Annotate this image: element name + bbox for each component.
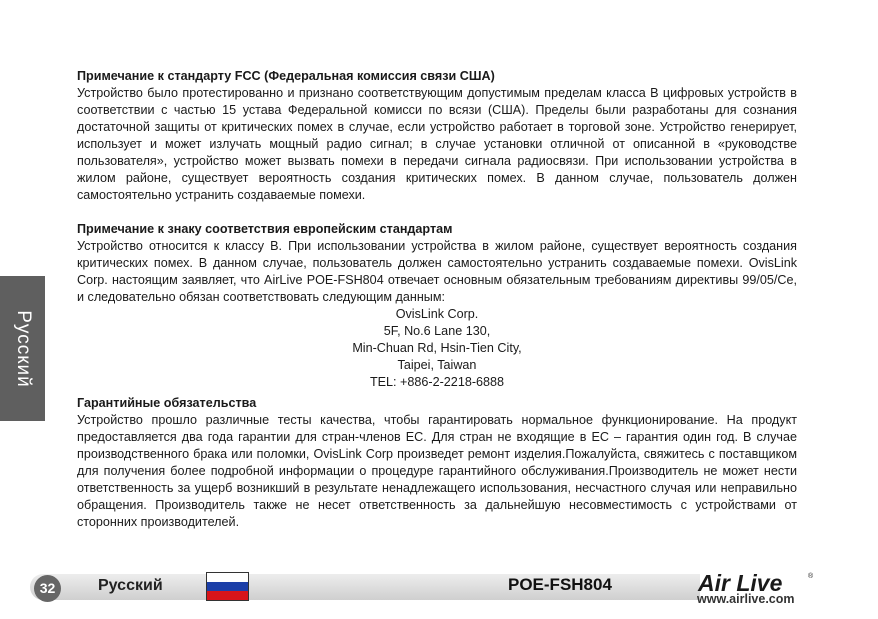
document-content: [77, 68, 797, 531]
company-address: [77, 306, 797, 391]
russia-flag-icon: [206, 572, 249, 601]
eu-paragraph: Устройство относится к классу B. При использовании устройства в жилом районе, существует вероятность создания критических помех. В данном случае, пользователь должен самостоятельно устранить создаваемые помехи. OvisLink Corp. настоящим заявляет, что AirLive POE-FSH804 отвечает основным обязательным требованиям директивы 99/05/Ce, и следовательно обязан соответствовать следующим данным:: [77, 239, 797, 304]
logo-text: Air Live: [698, 570, 783, 596]
side-tab-label: Русский: [12, 309, 34, 388]
address-line-road: Min-Chuan Rd, Hsin-Tien City,: [352, 341, 522, 355]
page-footer: [0, 570, 878, 619]
eu-heading: Примечание к знаку соответствия европейским стандартам: [77, 222, 453, 236]
model-name: POE-FSH804: [508, 575, 612, 594]
footer-language-label: Русский: [98, 577, 163, 594]
logo-registered-mark: ®: [808, 573, 814, 580]
warranty-heading: Гарантийные обязательства: [77, 396, 257, 410]
fcc-heading: Примечание к стандарту FCC (Федеральная комиссия связи США): [77, 69, 495, 83]
address-line-street: 5F, No.6 Lane 130,: [383, 324, 491, 338]
address-line-phone: TEL: +886-2-2218-6888: [369, 375, 505, 389]
warranty-paragraph: Устройство прошло различные тесты качества, чтобы гарантировать нормальное функционирование. На продукт предоставляется два года гарантии для стран-членов ЕС. Для стран не входящие в ЕС – гарантия один год. В случае производственного брака или поломки, OvisLink Corp произведет ремонт изделия.Пожалуйста, свяжитесь с поставщиком для получения более подробной информации о процедуре гарантийного обслуживания.Производитель не может нести ответственность за ущерб возникший в результате ненадлежащего использования, несчастного случая или неправильно обращения. Производитель также не несет ответственность за дальнейшую несовместимость с устройствами от сторонних производителей.: [77, 413, 797, 529]
language-side-tab: [0, 276, 45, 421]
spacer: [77, 204, 797, 221]
website-url: www.airlive.com: [697, 592, 795, 606]
page-number-badge: 32: [34, 575, 61, 602]
address-line-company: OvisLink Corp.: [395, 307, 479, 321]
fcc-paragraph: Устройство было протестированно и признано соответствующим допустимым пределам класса B цифровых устройств в соответствии с частью 15 устава Федеральной комисси по всязи (США). Пределы были разработаны для сознания достаточной защиты от критических помех в случае, если устройство работает в торговой зоне. Устройство генерирует, использует и может излучать мощный радио сигнал; в случае установки отличной от описанной в «руководстве пользователя», устройство может вызвать помехи в передачи сигнала радиосвязи. При использовании устройства в жилом районе, существует вероятность создания критических помех. В данном случае, пользователь должен самостоятельно устранить создаваемые помехи.: [77, 86, 797, 202]
address-line-city: Taipei, Taiwan: [397, 358, 477, 372]
